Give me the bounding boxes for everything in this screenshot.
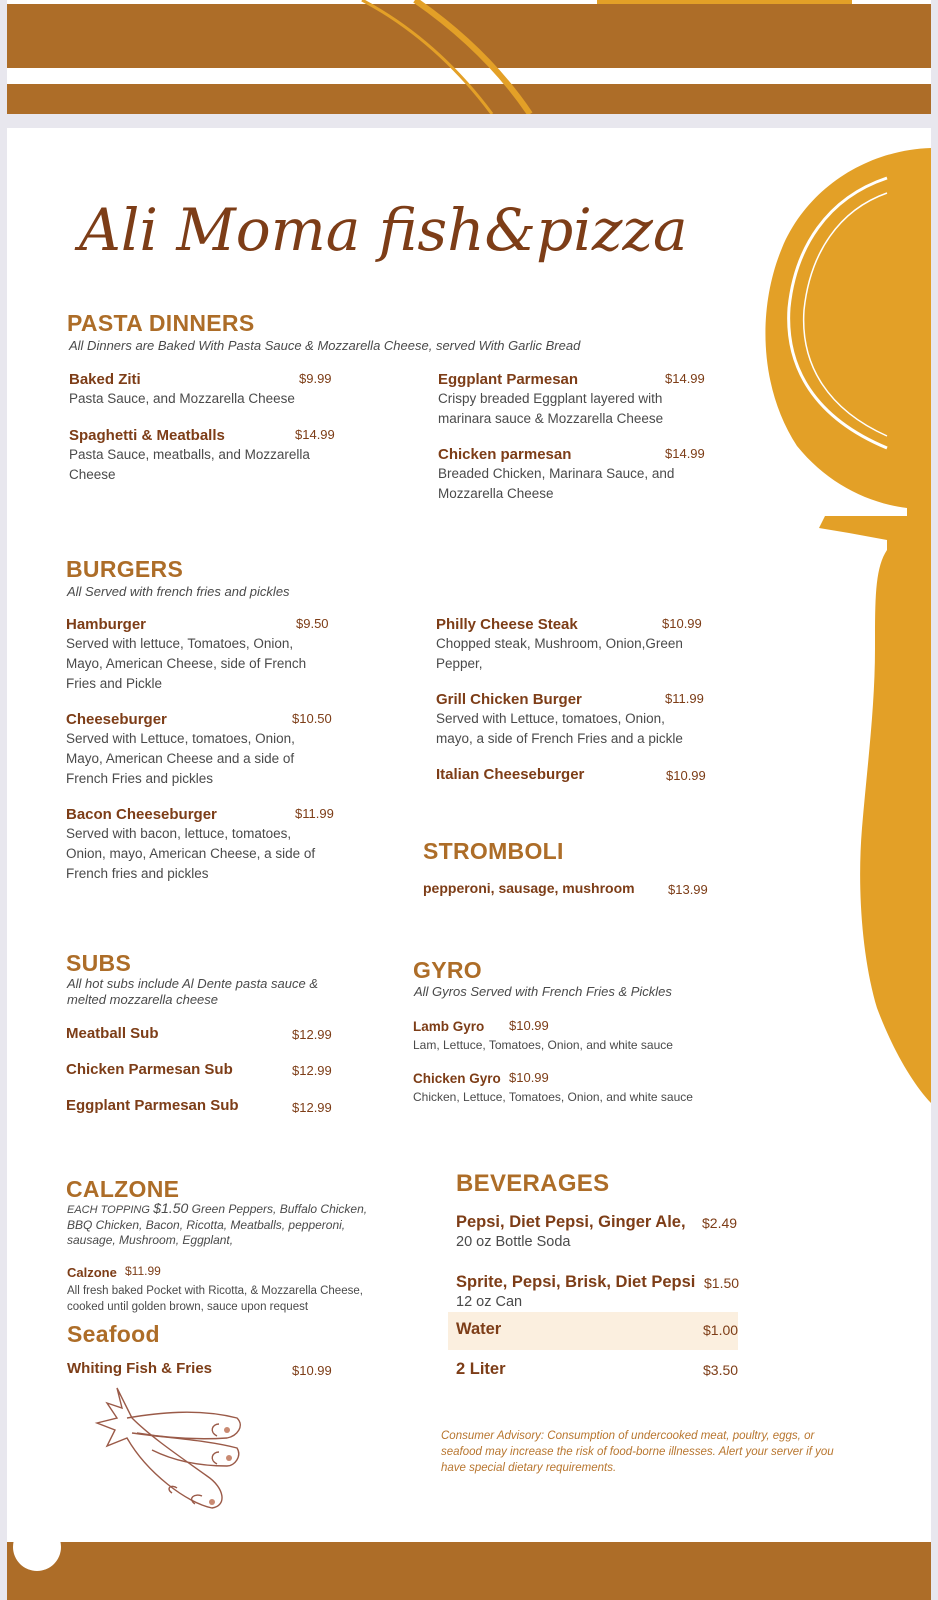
- menu-item-water: [456, 1320, 739, 1339]
- section-title-gyro: GYRO: [413, 957, 482, 983]
- item-desc: All fresh baked Pocket with Ricotta, & Mozzarella Cheese, cooked until golden brown, sauce upon request: [67, 1285, 363, 1313]
- item-name: Philly Cheese Steak: [436, 616, 578, 633]
- topping-price: $1.50: [153, 1200, 189, 1216]
- item-price: $12.99: [292, 1063, 332, 1078]
- section-note-gyro: All Gyros Served with French Fries & Pickles: [414, 984, 672, 999]
- item-name: Hamburger: [66, 616, 147, 633]
- section-title-calzone: CALZONE: [66, 1176, 180, 1202]
- menu-item: [66, 616, 331, 694]
- item-name: Chicken parmesan: [438, 446, 572, 463]
- item-price: $11.99: [125, 1264, 161, 1278]
- item-price: $14.99: [295, 427, 335, 442]
- item-price: $1.50: [704, 1275, 740, 1291]
- item-price: $1.00: [703, 1322, 739, 1338]
- item-desc: Crispy breaded Eggplant layered with marinara sauce & Mozzarella Cheese: [438, 391, 664, 426]
- item-price: $12.99: [292, 1027, 332, 1042]
- item-desc: Served with Lettuce, tomatoes, Onion, Mayo, American Cheese and a side of French Fries and pickles: [66, 731, 295, 786]
- section-title-seafood: Seafood: [67, 1321, 160, 1347]
- item-price: $10.99: [509, 1018, 549, 1033]
- menu-item: [423, 880, 708, 897]
- item-price: $10.99: [662, 616, 702, 631]
- menu-item: [436, 691, 704, 749]
- item-name: Baked Ziti: [69, 371, 141, 388]
- item-price: $14.99: [665, 371, 705, 386]
- menu-item: [438, 446, 705, 504]
- item-desc: Chicken, Lettuce, Tomatoes, Onion, and white sauce: [413, 1090, 693, 1104]
- menu-item: [67, 1360, 332, 1377]
- menu-item: [66, 1025, 331, 1042]
- menu-item: [66, 1061, 331, 1078]
- item-price: $12.99: [292, 1100, 332, 1115]
- menu-item: [456, 1360, 739, 1379]
- bottom-notch-decoration: [13, 1523, 61, 1571]
- menu-item: [69, 371, 332, 409]
- item-desc: Pasta Sauce, and Mozzarella Cheese: [69, 391, 295, 406]
- section-note-burgers: All Served with french fries and pickles: [67, 584, 290, 599]
- section-title-pasta: PASTA DINNERS: [67, 310, 255, 336]
- item-name: Chicken Gyro: [413, 1071, 501, 1086]
- item-price: $9.99: [299, 371, 332, 386]
- restaurant-title: Ali Moma fish&pizza: [79, 196, 688, 264]
- menu-item: [69, 427, 335, 485]
- section-note-calzone: [67, 1201, 387, 1248]
- menu-item: [436, 766, 706, 783]
- menu-page: [7, 128, 931, 1600]
- bottom-decorative-band: [7, 1542, 931, 1600]
- item-name: Lamb Gyro: [413, 1019, 485, 1034]
- menu-item: [456, 1213, 736, 1251]
- item-name: Spaghetti & Meatballs: [69, 427, 225, 444]
- section-note-pasta: All Dinners are Baked With Pasta Sauce & Mozzarella Cheese, served With Garlic Bread: [69, 338, 581, 353]
- item-name: Eggplant Parmesan Sub: [66, 1097, 239, 1114]
- item-name: Bacon Cheeseburger: [66, 806, 217, 823]
- item-name: Calzone: [67, 1265, 117, 1280]
- item-desc: Pasta Sauce, meatballs, and Mozzarella Cheese: [69, 447, 310, 482]
- section-note-subs: All hot subs include Al Dente pasta sauce & melted mozzarella cheese: [67, 976, 318, 1007]
- item-price: $9.50: [296, 616, 329, 631]
- topping-list: Green Peppers, Buffalo Chicken, BBQ Chicken, Bacon, Ricotta, Meatballs, pepperoni, sausage, Mushroom, Eggplant,: [67, 1202, 368, 1247]
- item-name: Cheeseburger: [66, 711, 167, 728]
- item-name: Sprite, Pepsi, Brisk, Diet Pepsi: [456, 1273, 696, 1291]
- menu-item: [66, 1097, 331, 1114]
- section-title-stromboli: STROMBOLI: [423, 838, 564, 864]
- section-title-beverages: BEVERAGES: [456, 1170, 610, 1197]
- item-name: pepperoni, sausage, mushroom: [423, 880, 635, 896]
- menu-item: [67, 1264, 397, 1315]
- item-desc: Served with Lettuce, tomatoes, Onion, mayo, a side of French Fries and a pickle: [436, 711, 683, 746]
- item-price: $13.99: [668, 882, 708, 897]
- item-name: Meatball Sub: [66, 1025, 159, 1042]
- consumer-advisory: Consumer Advisory: Consumption of undercooked meat, poultry, eggs, or seafood may increase the risk of food-borne illnesses. Alert your server if you have special dietary requirements.: [441, 1430, 834, 1474]
- menu-item: [413, 1070, 703, 1105]
- item-desc: Lam, Lettuce, Tomatoes, Onion, and white sauce: [413, 1038, 673, 1052]
- item-name: Grill Chicken Burger: [436, 691, 582, 708]
- item-name: 2 Liter: [456, 1360, 506, 1378]
- menu-item: [66, 806, 334, 884]
- item-price: $10.99: [666, 768, 706, 783]
- item-name: Italian Cheeseburger: [436, 766, 585, 783]
- item-name: Chicken Parmesan Sub: [66, 1061, 233, 1078]
- menu-item: [413, 1018, 703, 1053]
- item-desc: Chopped steak, Mushroom, Onion,Green Pepper,: [436, 636, 683, 671]
- item-desc: Breaded Chicken, Marinara Sauce, and Mozzarella Cheese: [438, 466, 675, 501]
- item-price: $10.50: [292, 711, 332, 726]
- item-price: $14.99: [665, 446, 705, 461]
- menu-item: [66, 711, 331, 789]
- item-name: Whiting Fish & Fries: [67, 1360, 212, 1377]
- topping-label: EACH TOPPING: [67, 1204, 150, 1216]
- item-desc: Served with lettuce, Tomatoes, Onion, Mayo, American Cheese, side of French Fries and Pickle: [66, 636, 307, 691]
- item-price: $2.49: [702, 1215, 738, 1231]
- section-title-burgers: BURGERS: [66, 556, 184, 582]
- item-price: $10.99: [292, 1363, 332, 1378]
- section-title-subs: SUBS: [66, 950, 132, 976]
- item-price: $10.99: [509, 1070, 549, 1085]
- fish-illustration-icon: [77, 1378, 247, 1513]
- item-desc: Served with bacon, lettuce, tomatoes, Onion, mayo, American Cheese, a side of French fries and pickles: [66, 826, 316, 881]
- top-decorative-band: [7, 0, 931, 114]
- item-price: $11.99: [295, 806, 334, 821]
- menu-item: [456, 1273, 740, 1311]
- curve-lines-decoration: [7, 0, 931, 114]
- item-name: Water: [456, 1320, 502, 1338]
- item-desc: 12 oz Can: [456, 1294, 523, 1310]
- menu-item: [438, 371, 705, 429]
- item-desc: 20 oz Bottle Soda: [456, 1234, 571, 1250]
- menu-item: [436, 616, 701, 674]
- item-price: $3.50: [703, 1362, 739, 1378]
- item-name: Eggplant Parmesan: [438, 371, 579, 388]
- item-price: $11.99: [665, 691, 704, 706]
- item-name: Pepsi, Diet Pepsi, Ginger Ale,: [456, 1213, 686, 1231]
